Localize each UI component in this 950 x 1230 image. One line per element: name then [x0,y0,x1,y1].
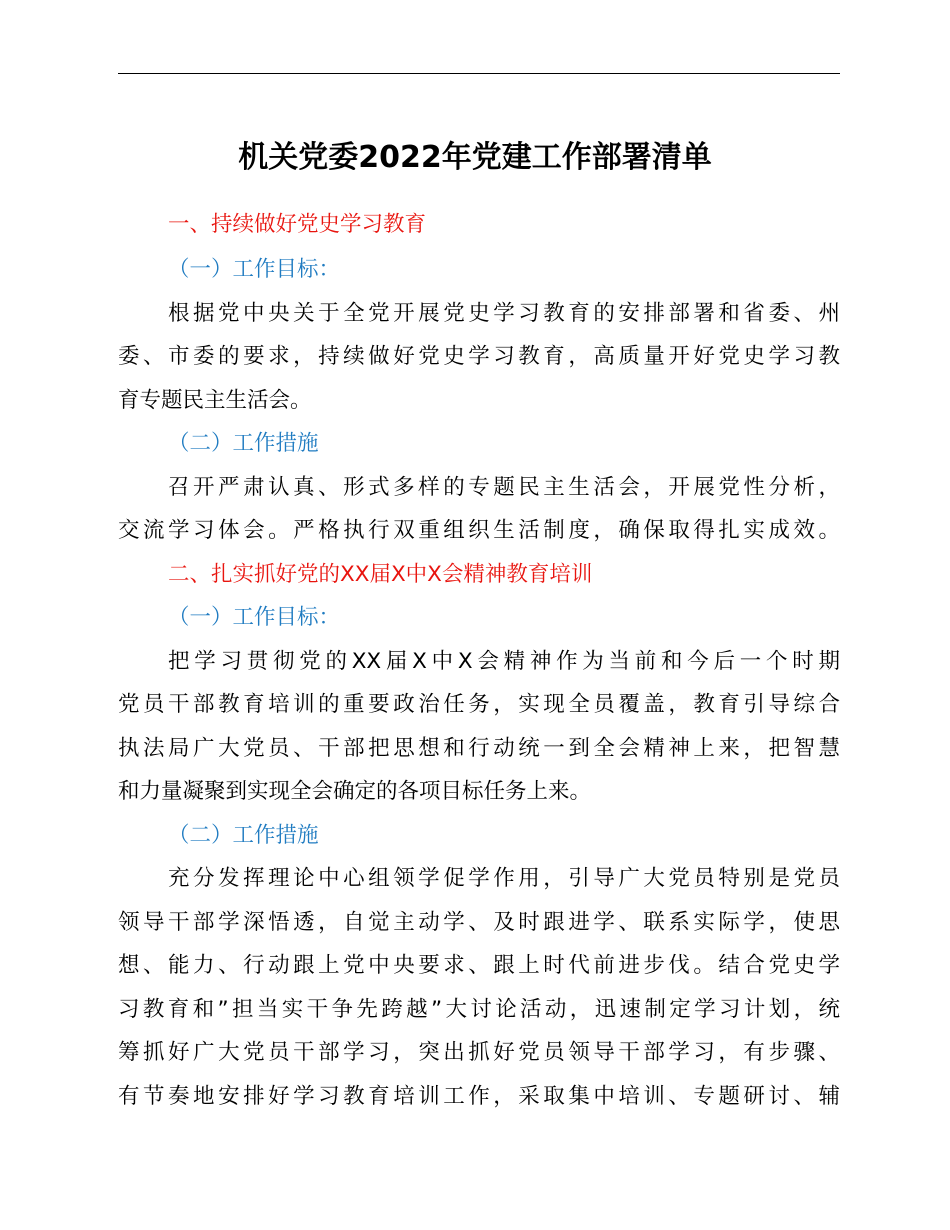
section-1-measure-line: 交流学习体会。严格执行双重组织生活制度，确保取得扎实成效。 [118,518,840,543]
section-1-heading: 一、持续做好党史学习教育 [168,212,427,237]
section-2-measure-line: 有节奏地安排好学习教育培训工作，采取集中培训、专题研讨、辅 [118,1084,840,1109]
section-2-measure-line: 领导干部学深悟透，自觉主动学、及时跟进学、联系实际学，使思 [118,910,840,935]
section-2-measure-line: 习教育和”担当实干争先跨越”大讨论活动，迅速制定学习计划，统 [118,997,840,1022]
section-1-goal-line: 根据党中央关于全党开展党史学习教育的安排部署和省委、州 [168,301,840,326]
section-1-goal-label: （一）工作目标： [168,257,341,282]
section-2-goal-label: （一）工作目标： [168,605,341,630]
header-rule [118,73,840,74]
section-2-measure-label: （二）工作措施 [168,823,319,848]
section-1-goal-line: 委、市委的要求，持续做好党史学习教育，高质量开好党史学习教 [118,344,840,369]
section-2-heading: 二、扎实抓好党的XX届X中X会精神教育培训 [168,562,593,587]
section-1-measure-label: （二）工作措施 [168,431,319,456]
section-1-goal-line: 育专题民主生活会。 [118,388,312,413]
section-1-measure-line: 召开严肃认真、形式多样的专题民主生活会，开展党性分析， [168,475,840,500]
section-2-measure-line: 筹抓好广大党员干部学习，突出抓好党员领导干部学习，有步骤、 [118,1040,840,1065]
section-2-goal-line: 和力量凝聚到实现全会确定的各项目标任务上来。 [118,779,592,804]
section-2-goal-line: 党员干部教育培训的重要政治任务，实现全员覆盖，教育引导综合 [118,692,840,717]
section-2-goal-line: 把学习贯彻党的XX届X中X会精神作为当前和今后一个时期 [168,649,840,674]
section-2-goal-line: 执法局广大党员、干部把思想和行动统一到全会精神上来，把智慧 [118,736,840,761]
section-2-measure-line: 想、能力、行动跟上党中央要求、跟上时代前进步伐。结合党史学 [118,953,840,978]
section-2-measure-line: 充分发挥理论中心组领学促学作用，引导广大党员特别是党员 [168,866,840,891]
page-title: 机关党委2022年党建工作部署清单 [238,140,712,175]
